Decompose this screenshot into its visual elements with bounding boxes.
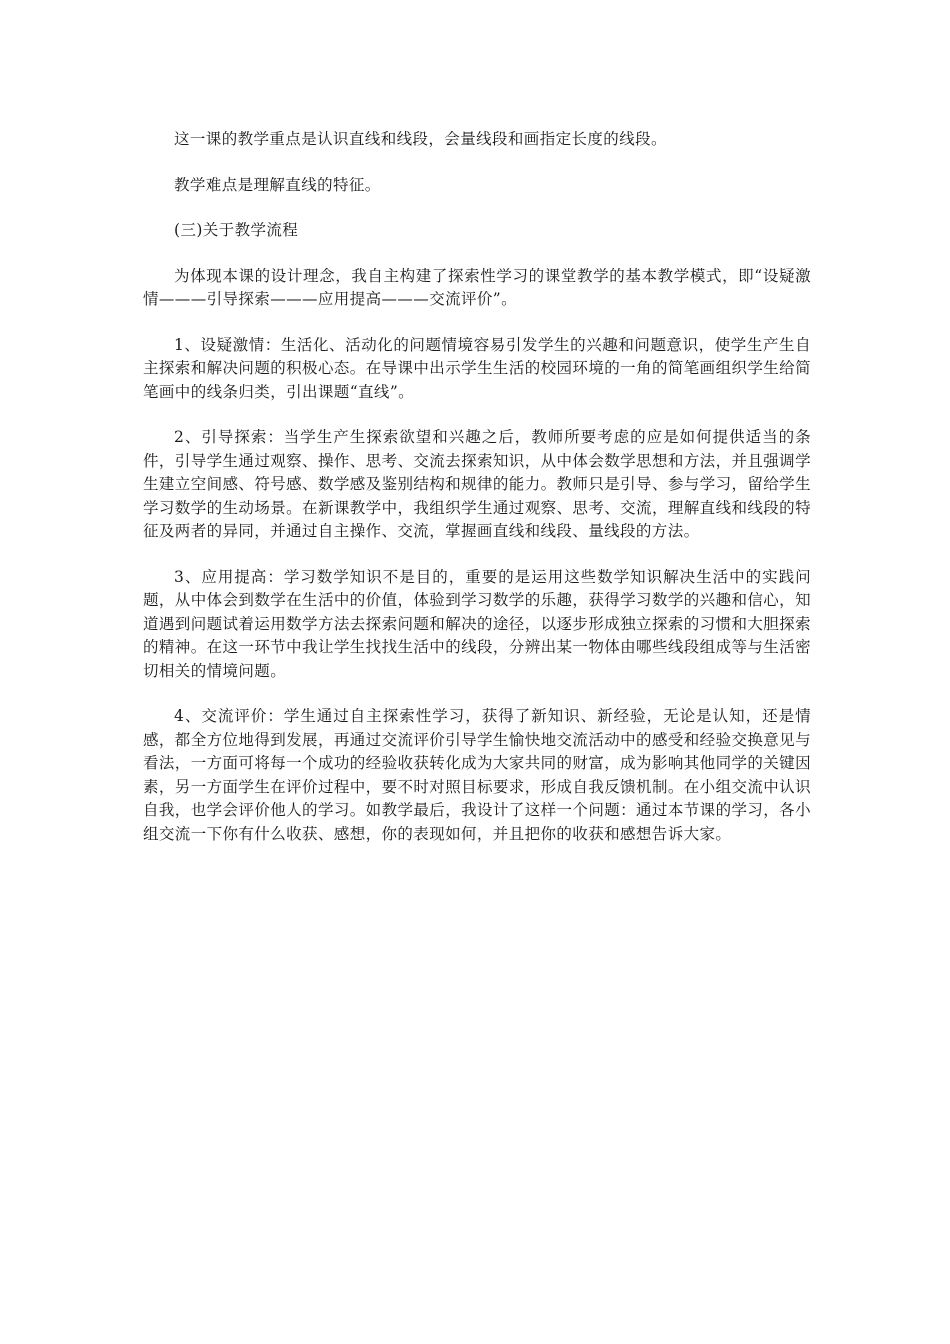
paragraph-teaching-focus: 这一课的教学重点是认识直线和线段，会量线段和画指定长度的线段。 [174, 130, 667, 148]
paragraph-teaching-model: 为体现本课的设计理念，我自主构建了探索性学习的课堂教学的基本教学模式，即“设疑激情———引导探索———应用提高———交流评价”。 [143, 266, 811, 308]
paragraph-step-1: 1、设疑激情：生活化、活动化的问题情境容易引发学生的兴趣和问题意识，使学生产生自主探索和解决问题的积极心态。在导课中出示学生生活的校园环境的一角的简笔画组织学生给简笔画中的线条归类，引出课题“直线”。 [143, 335, 811, 401]
section-heading-teaching-process: (三)关于教学流程 [174, 221, 299, 239]
paragraph-step-2: 2、引导探索：当学生产生探索欲望和兴趣之后，教师所要考虑的应是如何提供适当的条件，引导学生通过观察、操作、思考、交流去探索知识，从中体会数学思想和方法，并且强调学生建立空间感、符号感、数学感及鉴别结构和规律的能力。教师只是引导、参与学习，留给学生学习数学的生动场景。在新课教学中，我组织学生通过观察、思考、交流，理解直线和线段的特征及两者的异同，并通过自主操作、交流，掌握画直线和线段、量线段的方法。 [143, 428, 811, 540]
paragraph-step-3: 3、应用提高：学习数学知识不是目的，重要的是运用这些数学知识解决生活中的实践问题，从中体会到数学在生活中的价值，体验到学习数学的乐趣，获得学习数学的兴趣和信心，知道遇到问题试着运用数学方法去探索问题和解决的途径，以逐步形成独立探索的习惯和大胆探索的精神。在这一环节中我让学生找找生活中的线段，分辨出某一物体由哪些线段组成等与生活密切相关的情境问题。 [143, 567, 811, 680]
paragraph-step-4: 4、交流评价：学生通过自主探索性学习，获得了新知识、新经验，无论是认知，还是情感，都全方位地得到发展，再通过交流评价引导学生愉快地交流活动中的感受和经验交换意见与看法，一方面可将每一个成功的经验收获转化成为大家共同的财富，成为影响其他同学的关键因素，另一方面学生在评价过程中，要不时对照目标要求，形成自我反馈机制。在小组交流中认识自我，也学会评价他人的学习。如教学最后，我设计了这样一个问题：通过本节课的学习，各小组交流一下你有什么收获、感想，你的表现如何，并且把你的收获和感想告诉大家。 [143, 707, 811, 843]
paragraph-teaching-difficulty: 教学难点是理解直线的特征。 [174, 175, 381, 194]
document-body [143, 128, 811, 846]
